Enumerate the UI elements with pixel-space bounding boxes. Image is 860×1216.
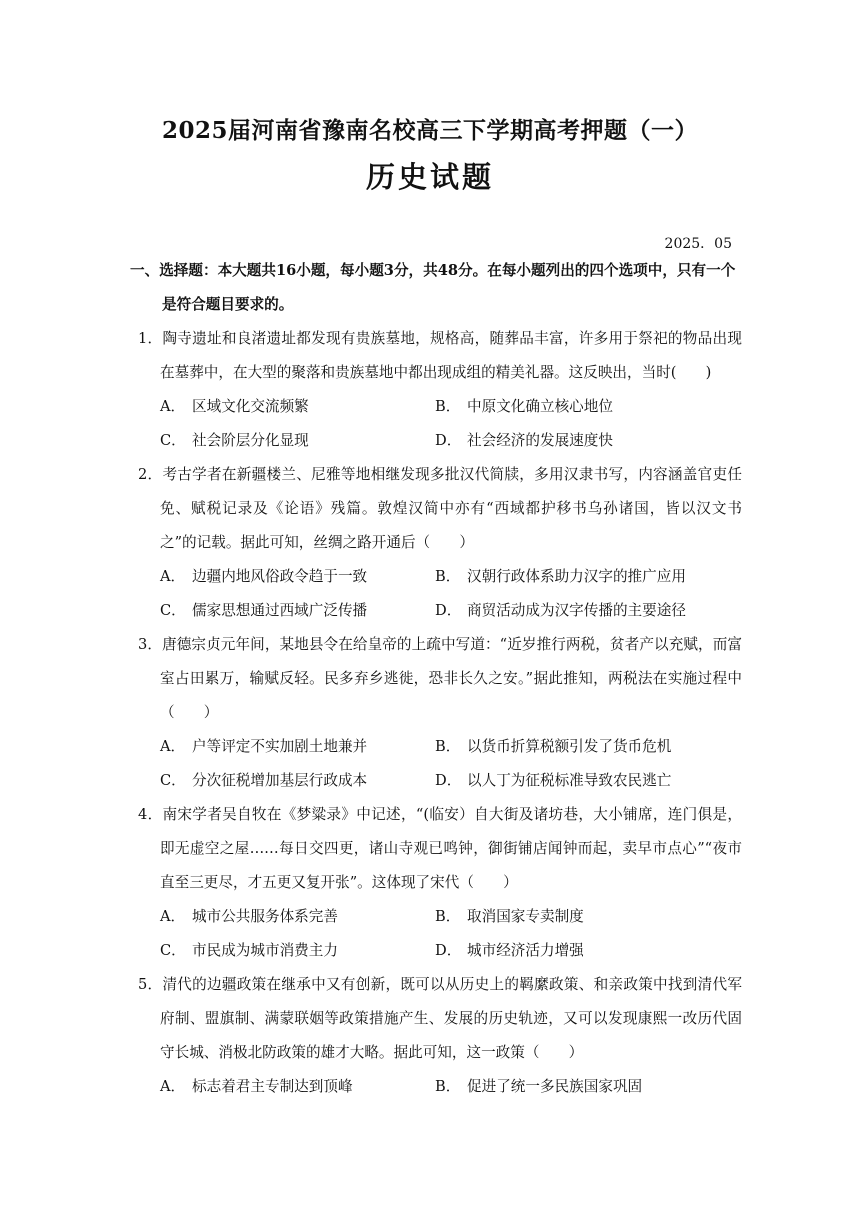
question-3 [130, 628, 742, 798]
option-list [130, 730, 742, 798]
option-b [435, 390, 710, 424]
question-text: 陶寺遗址和良渚遗址都发现有贵族墓地，规格高，随葬品丰富，许多用于祭祀的物品出现在墓葬中，在大型的聚落和贵族墓地中都出现成组的精美礼器。这反映出，当时( ) [160, 330, 742, 381]
option-list [130, 1070, 742, 1104]
option-d [435, 594, 710, 628]
option-list [130, 390, 742, 458]
option-c [160, 764, 435, 798]
option-text: 市民成为城市消费主力 [192, 942, 338, 959]
option-text: 商贸活动成为汉字传播的主要途径 [467, 602, 686, 619]
option-letter: D． [435, 432, 462, 449]
option-text: 取消国家专卖制度 [467, 908, 584, 925]
question-text: 唐德宗贞元年间，某地县令在给皇帝的上疏中写道：“近岁推行两税，贫者产以充赋，而富室占田累万，输赋反轻。民多弃乡逃徙，恐非长久之安。”据此推知，两税法在实施过程中（ ） [160, 636, 742, 721]
option-text: 促进了统一多民族国家巩固 [467, 1078, 643, 1095]
question-stem [130, 322, 742, 390]
option-text: 以货币折算税额引发了货币危机 [467, 738, 672, 755]
option-letter: A． [160, 738, 186, 755]
option-c [160, 934, 435, 968]
option-text: 城市公共服务体系完善 [192, 908, 338, 925]
question-number: 1． [138, 330, 163, 347]
option-letter: C． [160, 772, 186, 789]
option-text: 中原文化确立核心地位 [467, 398, 613, 415]
option-letter: C． [160, 602, 186, 619]
option-letter: A． [160, 908, 186, 925]
question-number: 2． [138, 466, 163, 483]
section-instruction: 一、选择题：本大题共16小题，每小题3分，共48分。在每小题列出的四个选项中，只有一个是符合题目要求的。 [130, 262, 736, 313]
option-a [160, 730, 435, 764]
option-b [435, 560, 710, 594]
question-text: 清代的边疆政策在继承中又有创新，既可以从历史上的羁縻政策、和亲政策中找到清代军府制、盟旗制、满蒙联姻等政策措施产生、发展的历史轨迹，又可以发现康熙一改历代固守长城、消极北防政策的雄才大略。据此可知，这一政策（ ） [160, 976, 742, 1061]
option-a [160, 900, 435, 934]
option-c [160, 424, 435, 458]
option-text: 儒家思想通过西域广泛传播 [192, 602, 368, 619]
subject-title: 历史试题 [365, 160, 494, 194]
question-number: 5． [138, 976, 163, 993]
option-text: 城市经济活力增强 [467, 942, 584, 959]
option-letter: B． [435, 908, 461, 925]
question-text: 考古学者在新疆楼兰、尼雅等地相继发现多批汉代简牍，多用汉隶书写，内容涵盖官吏任免、赋税记录及《论语》残篇。敦煌汉简中亦有“西域都护移书乌孙诸国，皆以汉文书之”的记载。据此可知，丝绸之路开通后（ ） [160, 466, 742, 551]
question-4 [130, 798, 742, 968]
question-number: 3． [138, 636, 163, 653]
option-letter: D． [435, 602, 462, 619]
option-text: 分次征税增加基层行政成本 [192, 772, 368, 789]
option-a [160, 390, 435, 424]
option-d [435, 764, 710, 798]
question-stem [130, 968, 742, 1070]
option-d [435, 424, 710, 458]
exam-title: 2025届河南省豫南名校高三下学期高考押题（一） [161, 117, 698, 144]
option-letter: B． [435, 568, 461, 585]
question-stem [130, 458, 742, 560]
option-b [435, 1070, 710, 1104]
option-list [130, 560, 742, 628]
option-b [435, 730, 710, 764]
question-1 [130, 322, 742, 458]
option-letter: A． [160, 568, 186, 585]
option-list [130, 900, 742, 968]
question-5 [130, 968, 742, 1104]
option-letter: B． [435, 738, 461, 755]
option-letter: A． [160, 398, 186, 415]
option-text: 汉朝行政体系助力汉字的推广应用 [467, 568, 686, 585]
option-text: 标志着君主专制达到顶峰 [192, 1078, 353, 1095]
option-letter: D． [435, 942, 462, 959]
option-letter: B． [435, 398, 461, 415]
option-d [435, 934, 710, 968]
question-list [130, 322, 742, 1104]
option-text: 社会阶层分化显现 [192, 432, 309, 449]
option-a [160, 1070, 435, 1104]
question-text: 南宋学者吴自牧在《梦粱录》中记述，“(临安）自大街及诸坊巷，大小铺席，连门俱是，即无虚空之屋……每日交四更，诸山寺观已鸣钟，御街铺店闻钟而起，卖早市点心”“夜市直至三更尽，才五更又复开张”。这体现了宋代（ ） [160, 806, 742, 891]
question-stem [130, 798, 742, 900]
option-letter: B． [435, 1078, 461, 1095]
option-letter: D． [435, 772, 462, 789]
question-2 [130, 458, 742, 628]
question-number: 4． [138, 806, 163, 823]
option-letter: C． [160, 942, 186, 959]
option-b [435, 900, 710, 934]
option-text: 社会经济的发展速度快 [467, 432, 613, 449]
option-text: 户等评定不实加剧土地兼并 [192, 738, 368, 755]
option-text: 边疆内地风俗政令趋于一致 [192, 568, 368, 585]
option-text: 区域文化交流频繁 [192, 398, 309, 415]
option-a [160, 560, 435, 594]
option-letter: C． [160, 432, 186, 449]
option-letter: A． [160, 1078, 186, 1095]
option-c [160, 594, 435, 628]
question-stem [130, 628, 742, 730]
option-text: 以人丁为征税标准导致农民逃亡 [467, 772, 672, 789]
question-content [130, 254, 742, 1104]
exam-date: 2025．05 [664, 236, 732, 252]
